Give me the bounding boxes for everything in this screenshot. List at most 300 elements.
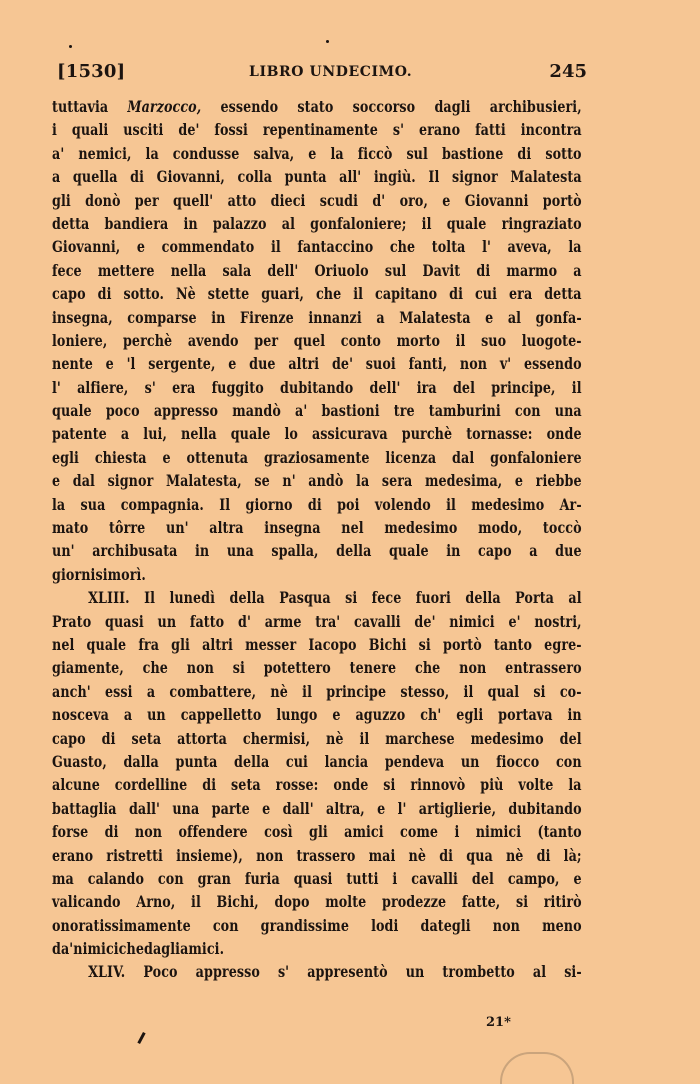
word: da' (52, 939, 74, 959)
word: di (449, 284, 464, 304)
word: all' (339, 167, 362, 187)
word: di (101, 728, 116, 748)
word: loniere, (52, 330, 108, 350)
word: nel (52, 634, 75, 654)
word: dagli (143, 939, 181, 959)
word: fra (138, 634, 160, 654)
word: in (195, 541, 210, 561)
word: ma (52, 868, 74, 888)
word: Davit (422, 260, 461, 280)
word: aguzzo (355, 705, 406, 725)
word: gonfa- (535, 307, 582, 327)
word: nè (505, 845, 524, 865)
word: medesima, (424, 471, 503, 491)
word: modo, (478, 518, 523, 538)
text-line (52, 469, 582, 492)
word: fiocco (496, 751, 540, 771)
word: una (226, 541, 254, 561)
word: quale (388, 541, 429, 561)
word: fuori (415, 588, 451, 608)
word: detta (544, 284, 582, 304)
word: riebbe (535, 471, 582, 491)
word: cavalli (354, 611, 401, 631)
word: mettere (97, 260, 155, 280)
word: v' (499, 354, 512, 374)
word: trassero (296, 845, 356, 865)
word: ritirò (543, 892, 582, 912)
word: Prato (52, 611, 92, 631)
word: principe, (491, 377, 556, 397)
word: di (104, 822, 119, 842)
word: altri (288, 354, 320, 374)
word: furia (244, 868, 280, 888)
word: un (147, 705, 166, 725)
word: ringraziato (501, 213, 582, 233)
word: si (515, 892, 529, 912)
word: grandissime (260, 915, 350, 935)
text-line (52, 539, 582, 562)
word: erano (418, 120, 461, 140)
word: nimici (475, 822, 522, 842)
text-line (52, 563, 582, 586)
text-line (52, 633, 582, 656)
word: cordelline (114, 775, 188, 795)
word: il (446, 494, 456, 514)
word: si (418, 634, 431, 654)
word: due (555, 541, 582, 561)
word: e (308, 143, 317, 163)
word: battaglia (52, 798, 117, 818)
word: conto (340, 330, 381, 350)
word: il (463, 681, 474, 701)
word: nella (170, 260, 207, 280)
word: con (514, 401, 541, 421)
word: con (157, 868, 184, 888)
word: fece (371, 588, 402, 608)
text-line (52, 680, 582, 703)
word: Giovanni, (52, 237, 121, 257)
word: in (183, 213, 198, 233)
word: non (134, 822, 163, 842)
word: gonfaloniere (490, 447, 582, 467)
word: tuttavia (52, 97, 109, 116)
word: perchè (122, 330, 173, 350)
word: dubitando (280, 377, 354, 397)
word: artiglierie, (418, 798, 497, 818)
word: campo, (507, 868, 560, 888)
word: della (229, 588, 265, 608)
word: e (514, 471, 524, 491)
word: e (332, 705, 341, 725)
word: come (400, 822, 439, 842)
text-line (52, 95, 582, 118)
word: Il (428, 167, 440, 187)
word: sotto (545, 143, 582, 163)
word: in (567, 705, 582, 725)
word: tre (393, 401, 415, 421)
word: lui, (143, 424, 167, 444)
word: onde (333, 775, 369, 795)
word: suo (481, 330, 507, 350)
word: forse (52, 822, 89, 842)
word: appresso (153, 401, 219, 421)
word: potettero (263, 658, 331, 678)
word: a (120, 424, 130, 444)
word: innanzi (308, 307, 362, 327)
word: a (52, 167, 61, 187)
signature-mark: 21* (486, 1015, 511, 1030)
word: quale (86, 634, 127, 654)
word: dall' (128, 798, 161, 818)
word: ficcò (357, 143, 393, 163)
word: fece (52, 260, 82, 280)
word: il (302, 681, 313, 701)
word: medesimo (384, 518, 458, 538)
ink-stroke (137, 1032, 145, 1044)
word: si- (564, 962, 582, 982)
word: la (330, 143, 344, 163)
word: suoi (365, 354, 396, 374)
word: oro, (399, 190, 428, 210)
word: sala (222, 260, 252, 280)
word: il (455, 330, 466, 350)
word: egre- (544, 634, 582, 654)
text-line (52, 118, 582, 141)
word: e (228, 354, 237, 374)
word: n' (282, 471, 296, 491)
word: offendere (178, 822, 248, 842)
word: che (142, 658, 168, 678)
word: graziosamente (263, 447, 370, 467)
word: spalla, (271, 541, 319, 561)
word: non (256, 845, 284, 865)
word: insieme), (176, 845, 243, 865)
word: usciti (123, 120, 164, 140)
word: di (536, 845, 551, 865)
word: gli (52, 190, 71, 210)
word: s' (392, 120, 405, 140)
word: nè (270, 681, 288, 701)
word: quale (230, 424, 271, 444)
word: lodi (371, 915, 399, 935)
word: arme (264, 611, 302, 631)
word: co- (559, 681, 582, 701)
word: archibusieri, (489, 97, 582, 116)
word: di (130, 167, 145, 187)
word: bastione (441, 143, 504, 163)
word: a' (52, 143, 65, 163)
word: lancia (324, 751, 369, 771)
word: ira (416, 377, 437, 397)
word: quale (52, 401, 92, 421)
word: si (345, 588, 358, 608)
word: di (476, 260, 491, 280)
word: al (568, 588, 582, 608)
text-line (52, 797, 582, 820)
word: sotto. (123, 284, 165, 304)
text-line (52, 376, 582, 399)
word: incontra (520, 120, 582, 140)
word: tornasse: (466, 424, 533, 444)
word: della (234, 751, 270, 771)
word: lungo (276, 705, 318, 725)
word: Porta (515, 588, 554, 608)
header-book-title: LIBRO UNDECIMO. (249, 64, 413, 80)
word: amici (344, 822, 384, 842)
word: di (202, 775, 217, 795)
word: anch' (52, 681, 91, 701)
text-line (52, 189, 582, 212)
word: dopo (274, 892, 310, 912)
word: fatti (475, 120, 506, 140)
word: insegna (264, 518, 321, 538)
text-line (52, 352, 582, 375)
word: non (186, 658, 215, 678)
word: non (492, 915, 521, 935)
word: al (507, 307, 522, 327)
word: archibusata (92, 541, 178, 561)
word: Bichi, (216, 892, 259, 912)
word: sera (381, 471, 413, 491)
word: sergente, (148, 354, 216, 374)
text-line (52, 235, 582, 258)
word: marmo (506, 260, 558, 280)
word: d' (372, 190, 386, 210)
word: del (452, 377, 475, 397)
word: principe (326, 681, 387, 701)
word: con (212, 915, 239, 935)
word: detta (52, 213, 90, 233)
word: punta (284, 167, 327, 187)
word: per (134, 190, 159, 210)
word: la (568, 237, 582, 257)
word: i (454, 822, 460, 842)
word: Giovanni, (156, 167, 225, 187)
word: patente (52, 424, 107, 444)
word: bastioni (321, 401, 380, 421)
text-line (52, 610, 582, 633)
word: combattere, (169, 681, 257, 701)
word: altra, (326, 798, 365, 818)
word: e (136, 237, 146, 257)
word: non (459, 354, 488, 374)
word: alcune (52, 775, 100, 795)
word: a (123, 705, 133, 725)
word: tôrre (109, 518, 146, 538)
text-line (52, 844, 582, 867)
word: tolta (431, 237, 466, 257)
word: fatto (189, 611, 225, 631)
word: un' (52, 541, 75, 561)
text-line (52, 773, 582, 796)
word: e (162, 447, 171, 467)
word: di (517, 143, 532, 163)
word: della (465, 588, 501, 608)
word: dieci (270, 190, 306, 210)
word: il (359, 728, 370, 748)
word: signor (107, 471, 154, 491)
word: donò (85, 190, 121, 210)
word: egli (456, 705, 484, 725)
text-line (52, 446, 582, 469)
word: era (172, 377, 196, 397)
word: entrassero (505, 658, 582, 678)
word: palazzo (212, 213, 267, 233)
word: quali (71, 120, 109, 140)
word: mato (52, 518, 89, 538)
word: onoratissimamente (52, 915, 191, 935)
word: Firenze (240, 307, 294, 327)
word: lo (284, 424, 298, 444)
word: il (353, 284, 364, 304)
word: seta (131, 728, 162, 748)
word: tamburini (428, 401, 501, 421)
word: gli (308, 822, 328, 842)
word: appresentò (307, 962, 388, 982)
word: guari, (261, 284, 304, 304)
running-head (57, 61, 587, 87)
word: andò (308, 471, 344, 491)
word: Ar- (559, 494, 582, 514)
word: e (52, 471, 61, 491)
word: dubitando (508, 798, 582, 818)
word: Malatesta (399, 307, 471, 327)
word: nimici (449, 611, 495, 631)
word: e (573, 868, 582, 888)
word: stesso, (400, 681, 450, 701)
word: nimici (73, 939, 119, 959)
word: più (480, 775, 504, 795)
word: con (555, 751, 582, 771)
word: Marzocco, (127, 97, 202, 116)
word: ch' (420, 705, 442, 725)
word: si (533, 681, 546, 701)
word: Il (219, 494, 231, 514)
word: portava (498, 705, 553, 725)
text-line (52, 259, 582, 282)
word: una (554, 401, 582, 421)
word: comparse (127, 307, 197, 327)
text-line (52, 960, 582, 983)
word: tra' (315, 611, 341, 631)
word: morto (396, 330, 441, 350)
word: ottenuta (186, 447, 249, 467)
word: a' (295, 401, 308, 421)
word: compagnia. (120, 494, 204, 514)
text-line (52, 142, 582, 165)
word: scudi (319, 190, 359, 210)
word: capo (478, 541, 512, 561)
word: volte (518, 775, 554, 795)
word: purchè (401, 424, 453, 444)
word: aveva, (507, 237, 552, 257)
word: fuggito (211, 377, 264, 397)
word: il (270, 237, 281, 257)
word: Malatesta, (165, 471, 242, 491)
word: tanto (493, 634, 533, 654)
word: parte (211, 798, 250, 818)
text-line (52, 282, 582, 305)
word: ingiù. (373, 167, 416, 187)
word: morì. (107, 564, 146, 584)
word: a (529, 541, 538, 561)
word: dalla (123, 751, 159, 771)
word: dell' (267, 260, 299, 280)
text-line (52, 306, 582, 329)
word: la (356, 471, 370, 491)
word: dategli (420, 915, 471, 935)
word: a (376, 307, 385, 327)
word: non (459, 658, 487, 678)
word: quasi (293, 868, 333, 888)
text-line (52, 867, 582, 890)
word: colla (237, 167, 273, 187)
word: là; (563, 845, 582, 865)
word: due (249, 354, 276, 374)
word: un (405, 962, 425, 982)
text-line (52, 656, 582, 679)
word: messer (245, 634, 297, 654)
word: chermisi, (242, 728, 311, 748)
word: appresso (195, 962, 260, 982)
word: nella (181, 424, 217, 444)
word: in (211, 307, 226, 327)
word: essendo (220, 97, 279, 116)
word: erano (52, 845, 94, 865)
word: commendato (161, 237, 255, 257)
word: si (95, 564, 108, 584)
word: giamente, (52, 658, 124, 678)
word: l' (397, 798, 407, 818)
word: fossi (214, 120, 248, 140)
word: cui (474, 284, 498, 304)
word: XLIII. (88, 588, 130, 608)
word: dal (72, 471, 95, 491)
word: poco (105, 401, 140, 421)
word: de' (414, 611, 436, 631)
word: egli (52, 447, 79, 467)
word: stette (207, 284, 250, 304)
word: assicurava (311, 424, 388, 444)
word: signor (451, 167, 498, 187)
text-line (52, 516, 582, 539)
word: la (52, 494, 66, 514)
word: quale (446, 213, 487, 233)
word: un' (165, 518, 189, 538)
word: de' (331, 354, 354, 374)
word: rinnovò (410, 775, 466, 795)
word: s' (144, 377, 156, 397)
word: che (315, 284, 342, 304)
word: valicando (52, 892, 121, 912)
word: nè (326, 728, 344, 748)
word: quell' (173, 190, 214, 210)
word: nostri, (534, 611, 582, 631)
word: di (307, 494, 322, 514)
word: pendeva (384, 751, 445, 771)
word: che (415, 658, 441, 678)
word: repentinamente (262, 120, 378, 140)
word: gli (171, 634, 190, 654)
word: tenere (349, 658, 397, 678)
word: licenza (385, 447, 437, 467)
word: tutti (346, 868, 379, 888)
word: dall' (282, 798, 314, 818)
word: toccò (542, 518, 582, 538)
word: avendo (187, 330, 239, 350)
header-year: [1530] (57, 61, 126, 82)
word: che (389, 237, 416, 257)
